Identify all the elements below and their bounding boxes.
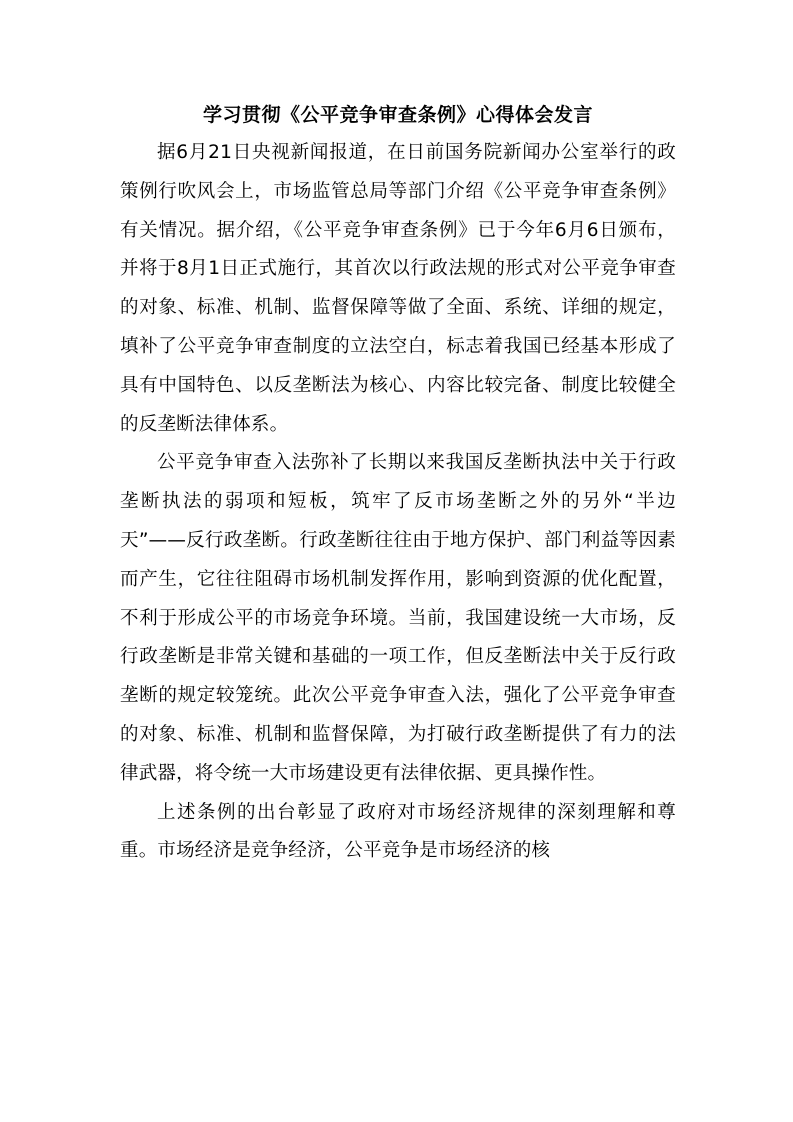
document-body (120, 96, 676, 871)
document-title: 学习贯彻《公平竞争审查条例》心得体会发言 (202, 104, 593, 126)
paragraph-1: 据6月21日央视新闻报道，在日前国务院新闻办公室举行的政策例行吹风会上，市场监管总局等部门介绍《公平竞争审查条例》有关情况。据介绍，《公平竞争审查条例》已于今年6月6日颁布，并将于8月1日正式施行，其首次以行政法规的形式对公平竞争审查的对象、标准、机制、监督保障等做了全面、系统、详细的规定，填补了公平竞争审查制度的立法空白，标志着我国已经基本形成了具有中国特色、以反垄断法为核心、内容比较完备、制度比较健全的反垄断法律体系。 (120, 142, 676, 435)
paragraph-2: 公平竞争审查入法弥补了长期以来我国反垄断执法中关于行政垄断执法的弱项和短板，筑牢了反市场垄断之外的另外“半边天”——反行政垄断。行政垄断往往由于地方保护、部门利益等因素而产生，它往往阻碍市场机制发挥作用，影响到资源的优化配置，不利于形成公平的市场竞争环境。当前，我国建设统一大市场，反行政垄断是非常关键和基础的一项工作，但反垄断法中关于反行政垄断的规定较笼统。此次公平竞争审查入法，强化了公平竞争审查的对象、标准、机制和监督保障，为打破行政垄断提供了有力的法律武器，将令统一大市场建设更有法律依据、更具操作性。 (120, 452, 676, 784)
paragraph-3: 上述条例的出台彰显了政府对市场经济规律的深刻理解和尊重。市场经济是竞争经济，公平竞争是市场经济的核 (120, 801, 676, 862)
